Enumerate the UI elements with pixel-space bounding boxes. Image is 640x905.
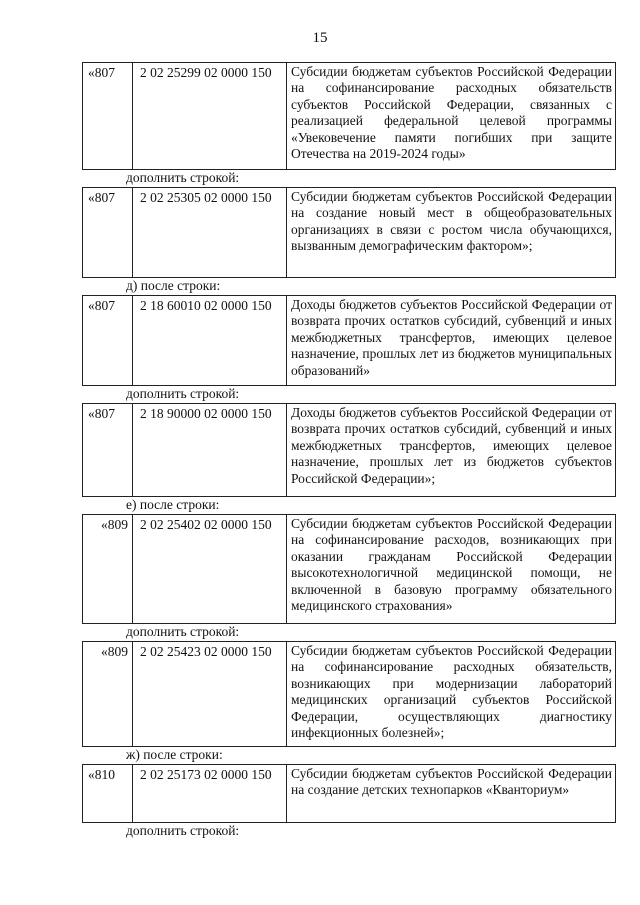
- row-description: Субсидии бюджетам субъектов Российской Федерации на создание новый мест в общеобразовательных организациях в связи с ростом числа обучающихся, вызванным демографическим фактором»;: [291, 189, 612, 254]
- row-description: Субсидии бюджетам субъектов Российской Федерации на софинансирование расходных обязательств, возникающих при модернизации лабораторий медицинских организаций субъектов Российской Федерации, осуществляющих диагностику инфекционных болезней»;: [291, 643, 612, 741]
- page-number: 15: [312, 30, 328, 46]
- row-code: «809: [101, 517, 128, 532]
- row-code: «807: [88, 65, 115, 80]
- row-code: «807: [88, 190, 115, 205]
- row-kbk: 2 18 90000 02 0000 150: [140, 406, 272, 421]
- instruction-label: ж) после строки:: [126, 747, 223, 762]
- table-row: [82, 187, 616, 278]
- row-description: Доходы бюджетов субъектов Российской Федерации от возврата прочих остатков субсидий, субвенций и иных межбюджетных трансфертов, имеющих целевое назначение, прошлых лет из бюджетов субъектов Российской Федерации»;: [291, 405, 612, 486]
- row-kbk: 2 18 60010 02 0000 150: [140, 298, 272, 313]
- row-kbk: 2 02 25423 02 0000 150: [140, 644, 272, 659]
- row-kbk: 2 02 25402 02 0000 150: [140, 517, 272, 532]
- table-row: [82, 403, 616, 497]
- table-row: [82, 641, 616, 747]
- table-row: [82, 514, 616, 624]
- table-row: [82, 62, 616, 170]
- row-kbk: 2 02 25305 02 0000 150: [140, 190, 272, 205]
- instruction-label: д) после строки:: [126, 278, 221, 293]
- row-code: «807: [88, 298, 115, 313]
- instruction-label: дополнить строкой:: [126, 624, 240, 639]
- instruction-label: дополнить строкой:: [126, 170, 240, 185]
- row-description: Доходы бюджетов субъектов Российской Федерации от возврата прочих остатков субсидий, субвенций и иных межбюджетных трансфертов, имеющих целевое назначение, прошлых лет из бюджетов муниципальных образований»: [291, 297, 612, 378]
- instruction-label: дополнить строкой:: [126, 823, 240, 838]
- row-description: Субсидии бюджетам субъектов Российской Федерации на софинансирование расходных обязательств субъектов Российской Федерации, связанных с реализацией федеральной целевой программы «Увековечение памяти погибших при защите Отечества на 2019-2024 годы»: [291, 64, 612, 162]
- row-code: «809: [101, 644, 128, 659]
- row-description: Субсидии бюджетам субъектов Российской Федерации на софинансирование расходов, возникающих при оказании гражданам Российской Федерации высокотехнологичной медицинской помощи, не включенной в базовую программу обязательного медицинского страхования»: [291, 516, 612, 614]
- row-description: Субсидии бюджетам субъектов Российской Федерации на создание детских технопарков «Кванториум»: [291, 766, 612, 798]
- instruction-label: е) после строки:: [126, 497, 220, 512]
- row-code: «810: [88, 767, 115, 782]
- row-kbk: 2 02 25299 02 0000 150: [140, 65, 272, 80]
- table-row: [82, 764, 616, 823]
- row-code: «807: [88, 406, 115, 421]
- row-kbk: 2 02 25173 02 0000 150: [140, 767, 272, 782]
- instruction-label: дополнить строкой:: [126, 386, 240, 401]
- table-row: [82, 295, 616, 386]
